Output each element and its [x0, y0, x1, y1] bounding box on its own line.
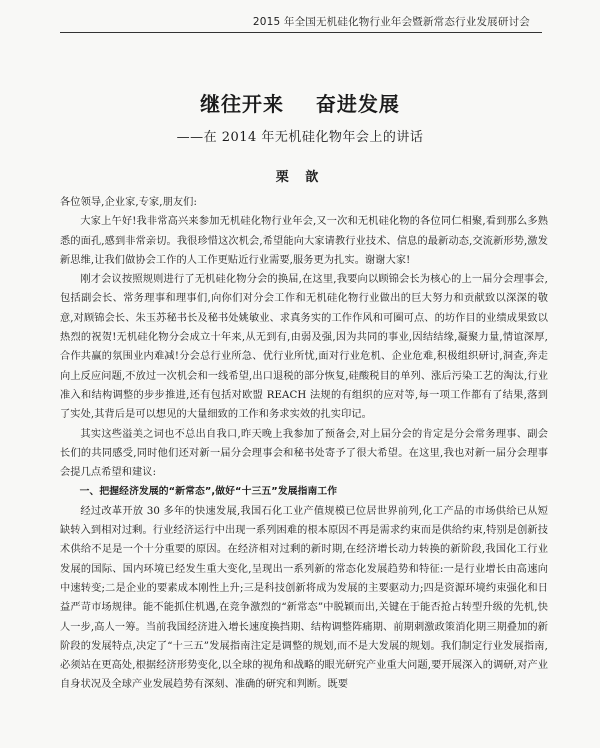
article-author: 栗 歆: [275, 170, 325, 185]
body-paragraph: 经过改革开放 30 多年的快速发展,我国石化工业产值规模已位居世界前列,化工产品的市场供给已从短缺转入到相对过剩。行业经济运行中出现一系列困难的根本原因不再是需求约束而是供给约束,特别是创新技术供给不足是一个十分重要的原因。在经济相对过剩的新时期,在经济增长动力转换的新阶段,我国化工行业发展的国际、国内环境已经发生重大变化,呈现出一系列新的常态化发展趋势和特征:一是行业增长由高速向中速转变;二是企业的要素成本刚性上升;三是科技创新将成为发展的主要驱动力;四是资源环境约束强化和日益严苛市场规律。能不能抓住机遇,在竞争激烈的“新常态”中脱颖而出,关键在于能否抢占转型升级的先机,快人一步,高人一筹。当前我国经济进入增长速度换挡期、结构调整阵痛期、前期刺激政策消化期三期叠加的新阶段的发展特点,决定了“十三五”发展指南注定是调整的规划,而不是大发展的规划。我们制定行业发展指南,必须站在更高处,根据经济形势变化,以全球的视角和战略的眼光研究产业重大问题,要开展深入的调研,对产业自身状况及全球产业发展趋势有深刻、准确的研究和判断。既要: [60, 505, 548, 691]
body-paragraph: 刚才会议按照规则进行了无机硅化物分会的换届,在这里,我要向以顾锦会长为核心的上一届分会理事会,包括副会长、常务理事和理事们,向你们对分会工作和无机硅化物行业做出的巨大努力和贡献致以深深的敬意,对顾锦会长、朱玉苏秘书长及秘书处姚敏业、求真务实的工作作风和可圈可点、的坊作目的业绩成果致以热烈的祝贺!无机硅化物分会成立十年来,从无到有,由弱及强,因为共同的事业,因结结缘,凝聚力量,情谊深厚,合作共赢的氛围业内难减!分会总行业所急、优行业所忧,面对行业危机、企业危难,积极组织研讨,洞查,奔走向上反应问题,不放过一次机会和一线希望,出口退税的部分恢复,硅酸税目的单列、涨后污染工艺的淘汰,行业准入和结构调整的步步推进,还有包括对欧盟 REACH 法规的有组织的应对等,每一项工作都有了结果,落到了实处,其背后是可以想见的大量细致的工作和务求实效的扎实印记。: [60, 274, 548, 421]
article-subtitle: ——在 2014 年无机硅化物年会上的讲话: [176, 130, 424, 145]
salutation: 各位领导,企业家,专家,朋友们:: [60, 197, 197, 208]
body-paragraph: 其实这些溢美之词也不总出自我口,昨天晚上我参加了预备会,对上届分会的肯定是分会常务理事、副会长们的共同感受,同时他们还对新一届分会理事会和秘书处寄予了很大希望。在这里,我也对新一届分会理事会提几点希望和建议:: [60, 428, 548, 479]
running-header-title: 2015 年全国无机硅化物行业年会暨新常态行业发展研讨会: [252, 16, 530, 28]
header-rule: [60, 32, 542, 33]
body-paragraph: 大家上午好!我非常高兴来参加无机硅化物行业年会,又一次和无机硅化物的各位同仁相聚,看到那么多熟悉的面孔,感到非常亲切。我很珍惜这次机会,希望能向大家请教行业技术、信息的最新动态,交流新形势,激发新思维,让我们做协会工作的人工作更贴近行业需要,服务更为扎实。谢谢大家!: [60, 216, 548, 266]
article-body: [60, 193, 548, 695]
running-header: [0, 0, 600, 34]
section-heading: 一、把握经济发展的“新常态”,做好“十三五”发展指南工作: [79, 486, 338, 498]
article-title: 继往开来 奋进发展: [200, 92, 400, 116]
